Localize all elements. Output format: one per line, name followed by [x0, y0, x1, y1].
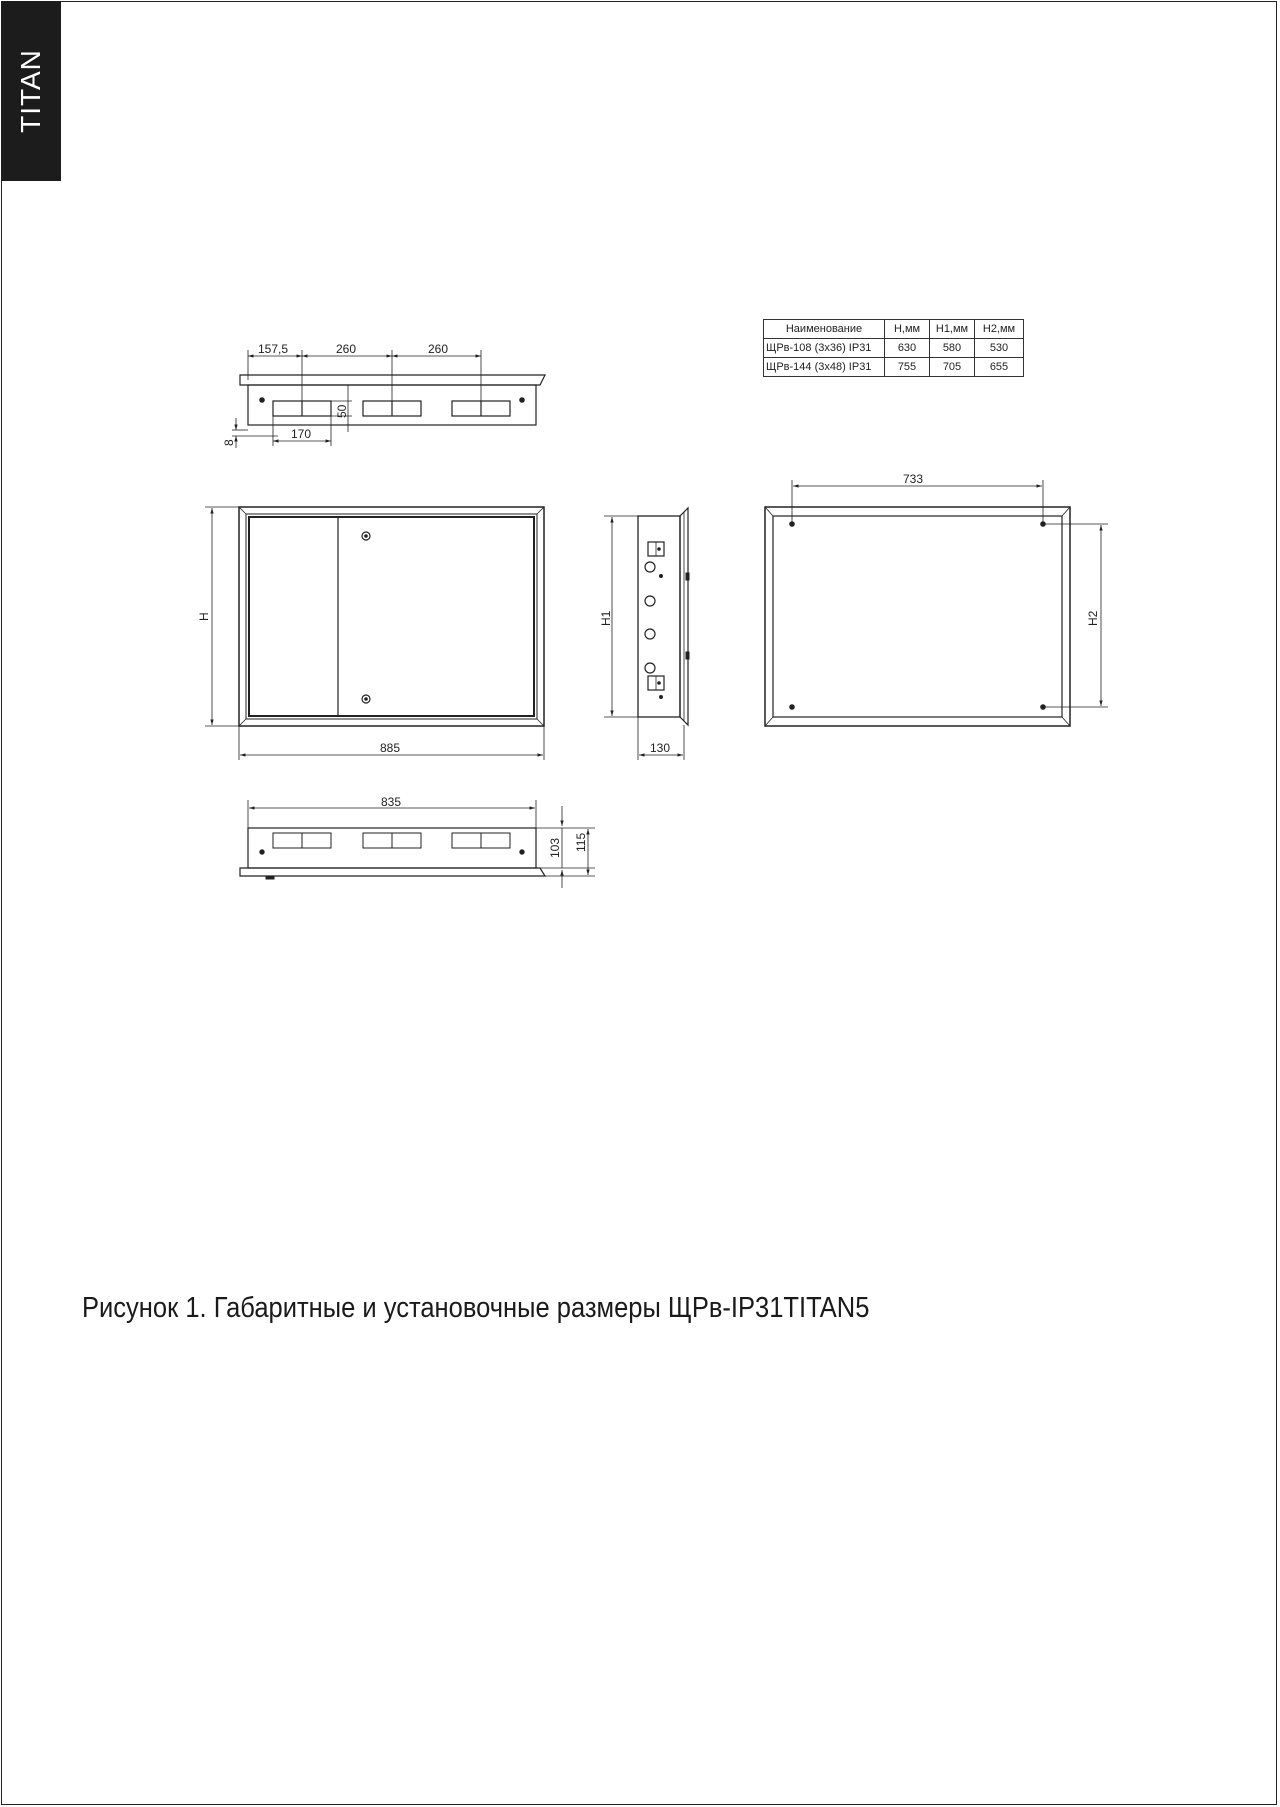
dimension-label: 835: [381, 795, 402, 809]
column-header-h2: H2,мм: [975, 320, 1024, 339]
dimension-label: 8: [222, 439, 236, 446]
dimension-label: 733: [903, 472, 924, 486]
dimension-label: 115: [574, 832, 588, 852]
figure-caption: Рисунок 1. Габаритные и установочные размеры ЩРв-IP31TITAN5: [82, 1292, 870, 1324]
rear-view: [765, 480, 1108, 726]
dimension-label: H: [197, 612, 211, 621]
top-view-labels: [222, 342, 448, 446]
dimension-label: 130: [650, 741, 671, 755]
bottom-view-labels: [381, 795, 588, 858]
column-header-h: H,мм: [885, 320, 930, 339]
dimension-label: 260: [336, 342, 357, 356]
table-cell-h2: 655: [975, 358, 1024, 377]
dimension-label: 260: [428, 342, 449, 356]
table-cell-h: 755: [885, 358, 930, 377]
column-header-h1: H1,мм: [930, 320, 975, 339]
dimension-label: H1: [599, 610, 613, 626]
table-cell-h1: 705: [930, 358, 975, 377]
table-cell-name: ЩРв-144 (3х48) IP31: [764, 358, 885, 377]
dimension-label: 885: [380, 741, 401, 755]
column-header-name: Наименование: [764, 320, 885, 339]
dimension-label: 157,5: [258, 342, 289, 356]
side-view: [604, 508, 689, 760]
table-cell-h2: 530: [975, 339, 1024, 358]
mounting-hole: [790, 705, 795, 710]
dimension-label: 103: [548, 837, 562, 858]
front-view-labels: [197, 612, 400, 755]
front-view: [205, 507, 544, 760]
brand-label: TITAN: [15, 49, 46, 133]
table-cell-h1: 580: [930, 339, 975, 358]
bottom-view: [240, 800, 595, 888]
dimension-label: 170: [291, 427, 312, 441]
dimension-label: H2: [1086, 610, 1100, 626]
top-view: [232, 350, 545, 448]
dimension-label: 50: [335, 404, 349, 418]
table-cell-name: ЩРв-108 (3х36) IP31: [764, 339, 885, 358]
table-cell-h: 630: [885, 339, 930, 358]
